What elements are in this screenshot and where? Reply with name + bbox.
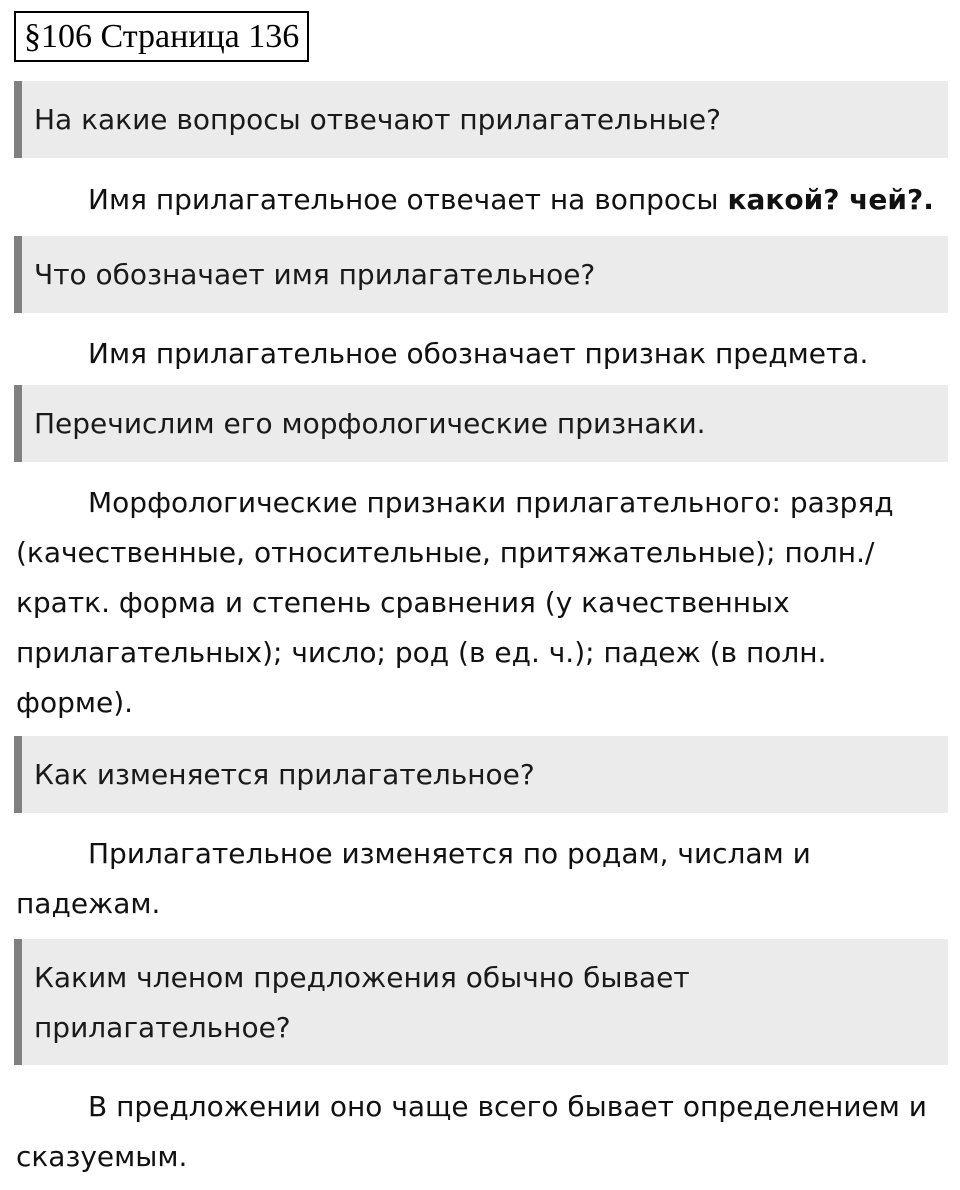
question-5: Каким членом предложения обычно бывает прилагательное? (14, 939, 948, 1065)
question-1: На какие вопросы отвечают прилагательные? (14, 81, 948, 158)
answer-1-text: Имя прилагательное отвечает на вопросы (88, 183, 728, 216)
answer-4: Прилагательное изменяется по родам, числам и падежам. (16, 837, 811, 920)
question-2: Что обозначает имя прилагательное? (14, 236, 948, 313)
question-4: Как изменяется прилагательное? (14, 736, 948, 813)
answer-2: Имя прилагательное обозначает признак предмета. (88, 337, 869, 370)
answer-1 (16, 175, 946, 225)
question-3: Перечислим его морфологические признаки. (14, 385, 948, 462)
page-title: §106 Страница 136 (14, 11, 309, 62)
answer-5: В предложении оно чаще всего бывает определением и сказуемым. (16, 1090, 927, 1173)
answer-1-bold-text: какой? чей?. (727, 183, 934, 216)
answer-3: Морфологические признаки прилагательного: разряд (качественные, относительные, притяжательные); полн./кратк. форма и степень сравнения (у качественных прилагательных); число; род (в ед. ч.); падеж (в полн. форме). (16, 486, 894, 719)
